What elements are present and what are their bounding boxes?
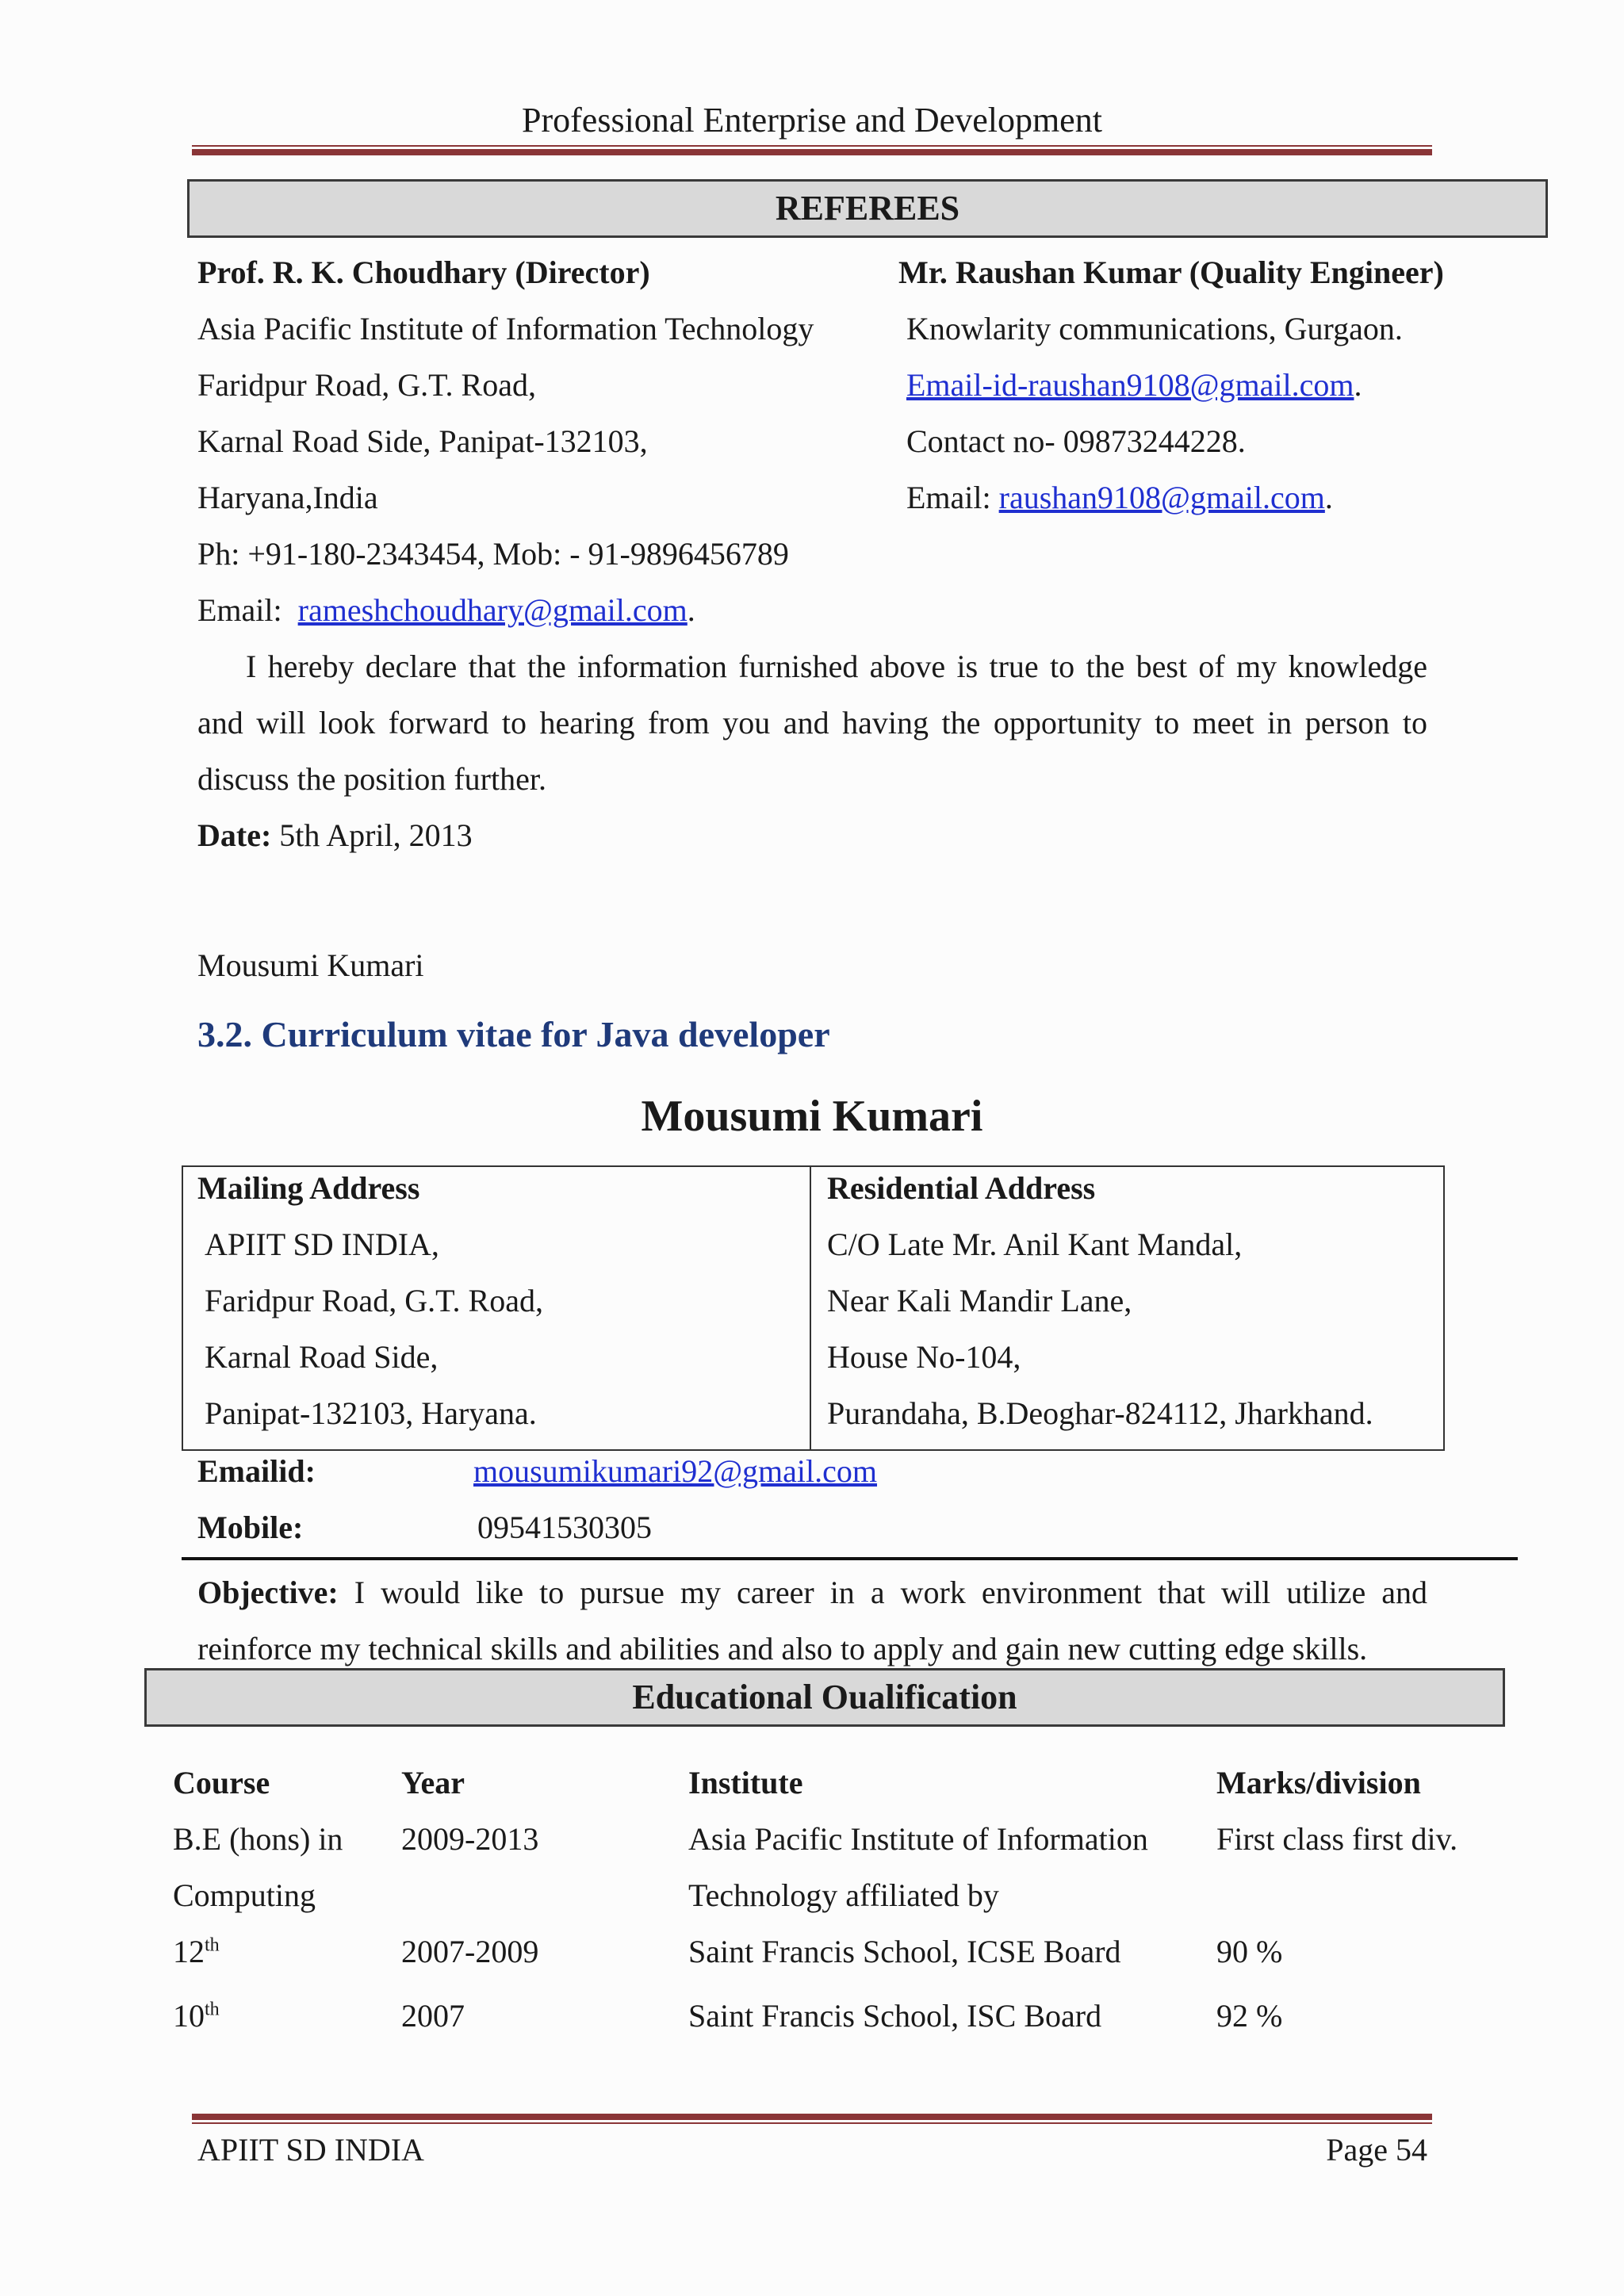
page-number: Page 54 [1326, 2132, 1427, 2168]
referee-left-line: Karnal Road Side, Panipat-132103, [197, 423, 648, 459]
contact-divider [182, 1557, 1518, 1560]
mailing-address-line: Panipat-132103, Haryana. [205, 1395, 537, 1431]
referee-left-line: Haryana,India [197, 480, 378, 515]
referee-right-email-suffix: . [1324, 480, 1333, 515]
course-value: 12 [173, 1934, 205, 1969]
referee-left-name: Prof. R. K. Choudhary (Director) [197, 254, 650, 290]
declaration-line: and will look forward to hearing from you and having the opportunity to meet in person to [197, 705, 1427, 740]
email-label: Emailid: [197, 1453, 316, 1489]
referee-left-email-suffix: . [687, 592, 695, 628]
header-rule-thin [192, 145, 1432, 147]
referee-right-email-row [906, 479, 1333, 517]
table-cell-course [173, 1997, 220, 2035]
footer-rule [192, 2114, 1432, 2120]
table-header-course: Course [173, 1765, 270, 1800]
table-cell-institute: Technology affiliated by [688, 1877, 999, 1913]
table-cell-course: Computing [173, 1877, 316, 1913]
footer-left-text: APIIT SD INDIA [197, 2132, 424, 2168]
address-table-divider [810, 1165, 811, 1451]
referee-left-email-link[interactable]: rameshchoudhary@gmail.com [297, 592, 688, 628]
table-cell-institute: Saint Francis School, ISC Board [688, 1998, 1102, 2034]
referees-heading: REFEREES [775, 189, 960, 228]
residential-address-label: Residential Address [827, 1170, 1096, 1206]
declaration-line: discuss the position further. [197, 761, 546, 797]
table-header-marks: Marks/division [1216, 1765, 1421, 1800]
referee-right-email-link[interactable]: raushan9108@gmail.com [998, 480, 1325, 515]
referee-left-email-row [197, 591, 695, 629]
date-label: Date: [197, 817, 272, 853]
table-header-year: Year [401, 1765, 465, 1800]
residential-address-line: Purandaha, B.Deoghar-824112, Jharkhand. [827, 1395, 1373, 1431]
table-cell-year: 2007 [401, 1998, 465, 2034]
signature-name: Mousumi Kumari [197, 947, 424, 983]
referees-heading-bar [187, 179, 1548, 238]
header-rule [192, 149, 1432, 155]
referee-left-phone: Ph: +91-180-2343454, Mob: - 91-9896456789 [197, 536, 789, 572]
mailing-address-line: Faridpur Road, G.T. Road, [205, 1283, 543, 1318]
referee-right-company: Knowlarity communications, Gurgaon. [906, 311, 1403, 346]
mailing-address-line: APIIT SD INDIA, [205, 1226, 439, 1262]
table-cell-marks: 90 % [1216, 1934, 1283, 1969]
referee-left-email-label: Email: [197, 592, 282, 628]
mobile-value: 09541530305 [477, 1510, 652, 1545]
referee-right-emailid-row [906, 366, 1362, 404]
education-heading-bar [144, 1668, 1505, 1727]
referee-right-email-label: Email: [906, 480, 991, 515]
education-heading: Educational Oualification [632, 1678, 1017, 1716]
course-suffix: th [205, 1999, 220, 2020]
table-cell-marks: 92 % [1216, 1998, 1283, 2034]
objective-text: I would like to pursue my career in a work environment that will utilize and [354, 1575, 1427, 1610]
table-cell-year: 2007-2009 [401, 1934, 539, 1969]
table-cell-course: B.E (hons) in [173, 1821, 343, 1857]
mobile-label: Mobile: [197, 1510, 304, 1545]
residential-address-line: Near Kali Mandir Lane, [827, 1283, 1132, 1318]
mailing-address-label: Mailing Address [197, 1170, 420, 1206]
course-value: 10 [173, 1998, 205, 2034]
residential-address-line: House No-104, [827, 1339, 1021, 1375]
referee-left-line: Asia Pacific Institute of Information Technology [197, 311, 814, 346]
objective-line [197, 1574, 1427, 1612]
cv-name: Mousumi Kumari [641, 1092, 983, 1141]
table-cell-institute: Asia Pacific Institute of Information [688, 1821, 1148, 1857]
table-cell-year: 2009-2013 [401, 1821, 539, 1857]
email-link[interactable]: mousumikumari92@gmail.com [473, 1453, 878, 1489]
objective-line: reinforce my technical skills and abilities and also to apply and gain new cutting edge skills. [197, 1631, 1368, 1667]
footer-rule-thin [192, 2122, 1432, 2124]
page-header-title: Professional Enterprise and Development [522, 101, 1102, 140]
mailing-address-line: Karnal Road Side, [205, 1339, 439, 1375]
declaration-line: I hereby declare that the information furnished above is true to the best of my knowledge [246, 649, 1427, 684]
declaration-date [197, 817, 473, 855]
table-cell-course [173, 1933, 220, 1971]
referee-right-contact: Contact no- 09873244228. [906, 423, 1246, 459]
section-heading: 3.2. Curriculum vitae for Java developer [197, 1014, 830, 1054]
residential-address-line: C/O Late Mr. Anil Kant Mandal, [827, 1226, 1243, 1262]
course-suffix: th [205, 1934, 220, 1956]
referee-right-emailid-link[interactable]: Email-id-raushan9108@gmail.com [906, 367, 1354, 403]
date-value: 5th April, 2013 [279, 817, 473, 853]
table-header-institute: Institute [688, 1765, 803, 1800]
referee-right-emailid-suffix: . [1354, 367, 1362, 403]
table-cell-marks: First class first div. [1216, 1821, 1458, 1857]
table-cell-institute: Saint Francis School, ICSE Board [688, 1934, 1121, 1969]
referee-left-line: Faridpur Road, G.T. Road, [197, 367, 536, 403]
objective-label: Objective: [197, 1575, 339, 1610]
referee-right-name: Mr. Raushan Kumar (Quality Engineer) [898, 254, 1444, 290]
